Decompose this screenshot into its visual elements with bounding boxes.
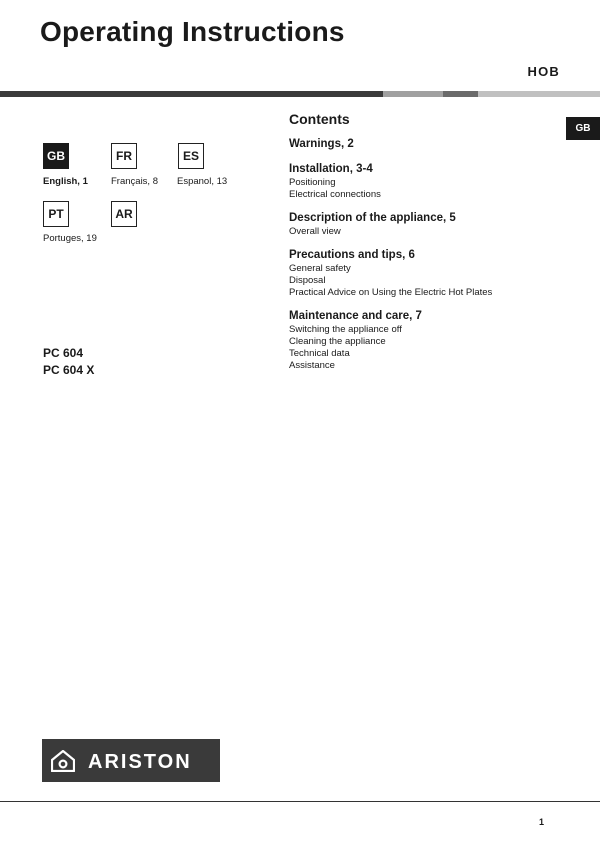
toc-section — [289, 211, 569, 238]
language-box-es[interactable]: ES — [178, 143, 204, 169]
toc-item[interactable]: General safety — [289, 263, 351, 274]
language-box-pt[interactable]: PT — [43, 201, 69, 227]
toc-item[interactable]: Assistance — [289, 360, 335, 371]
model-name: PC 604 — [43, 346, 84, 360]
toc-item[interactable]: Switching the appliance off — [289, 324, 402, 335]
toc-item[interactable]: Cleaning the appliance — [289, 336, 386, 347]
toc-item[interactable]: Positioning — [289, 177, 336, 188]
toc-item[interactable]: Electrical connections — [289, 189, 381, 200]
toc-section-title[interactable]: Installation, 3-4 — [289, 163, 373, 175]
brand-logo — [42, 739, 220, 782]
language-label-fr: Français, 8 — [111, 176, 158, 187]
toc-section-title[interactable]: Precautions and tips, 6 — [289, 249, 415, 261]
model-name: PC 604 X — [43, 363, 95, 377]
brand-name: ARISTON — [88, 751, 192, 773]
header-color-bar — [0, 91, 600, 97]
color-bar-segment — [478, 91, 600, 97]
toc-item[interactable]: Overall view — [289, 226, 341, 237]
color-bar-segment — [383, 91, 443, 97]
page-title: Operating Instructions — [40, 16, 345, 47]
page-number: 1 — [539, 817, 545, 827]
toc-section-title[interactable]: Description of the appliance, 5 — [289, 212, 456, 224]
toc-item[interactable]: Practical Advice on Using the Electric Hot Plates — [289, 287, 493, 298]
table-of-contents — [289, 137, 569, 382]
language-label-gb: English, 1 — [43, 176, 88, 187]
language-label-pt: Portuges, 19 — [43, 233, 97, 244]
contents-heading: Contents — [289, 111, 350, 127]
toc-section — [289, 137, 569, 152]
toc-section-title[interactable]: Warnings, 2 — [289, 138, 354, 150]
toc-item[interactable]: Technical data — [289, 348, 350, 359]
toc-section-title[interactable]: Maintenance and care, 7 — [289, 310, 422, 322]
toc-section — [289, 309, 569, 372]
house-icon — [51, 750, 75, 772]
language-box-ar[interactable]: AR — [111, 201, 137, 227]
color-bar-segment — [0, 91, 383, 97]
toc-section — [289, 162, 569, 201]
product-type-label: HOB — [527, 64, 560, 79]
footer-divider — [0, 801, 600, 802]
language-side-tab: GB — [566, 117, 600, 140]
toc-item[interactable]: Disposal — [289, 275, 326, 286]
language-box-fr[interactable]: FR — [111, 143, 137, 169]
language-label-es: Espanol, 13 — [177, 176, 228, 187]
color-bar-segment — [443, 91, 478, 97]
language-box-gb[interactable]: GB — [43, 143, 69, 169]
toc-section — [289, 248, 569, 299]
